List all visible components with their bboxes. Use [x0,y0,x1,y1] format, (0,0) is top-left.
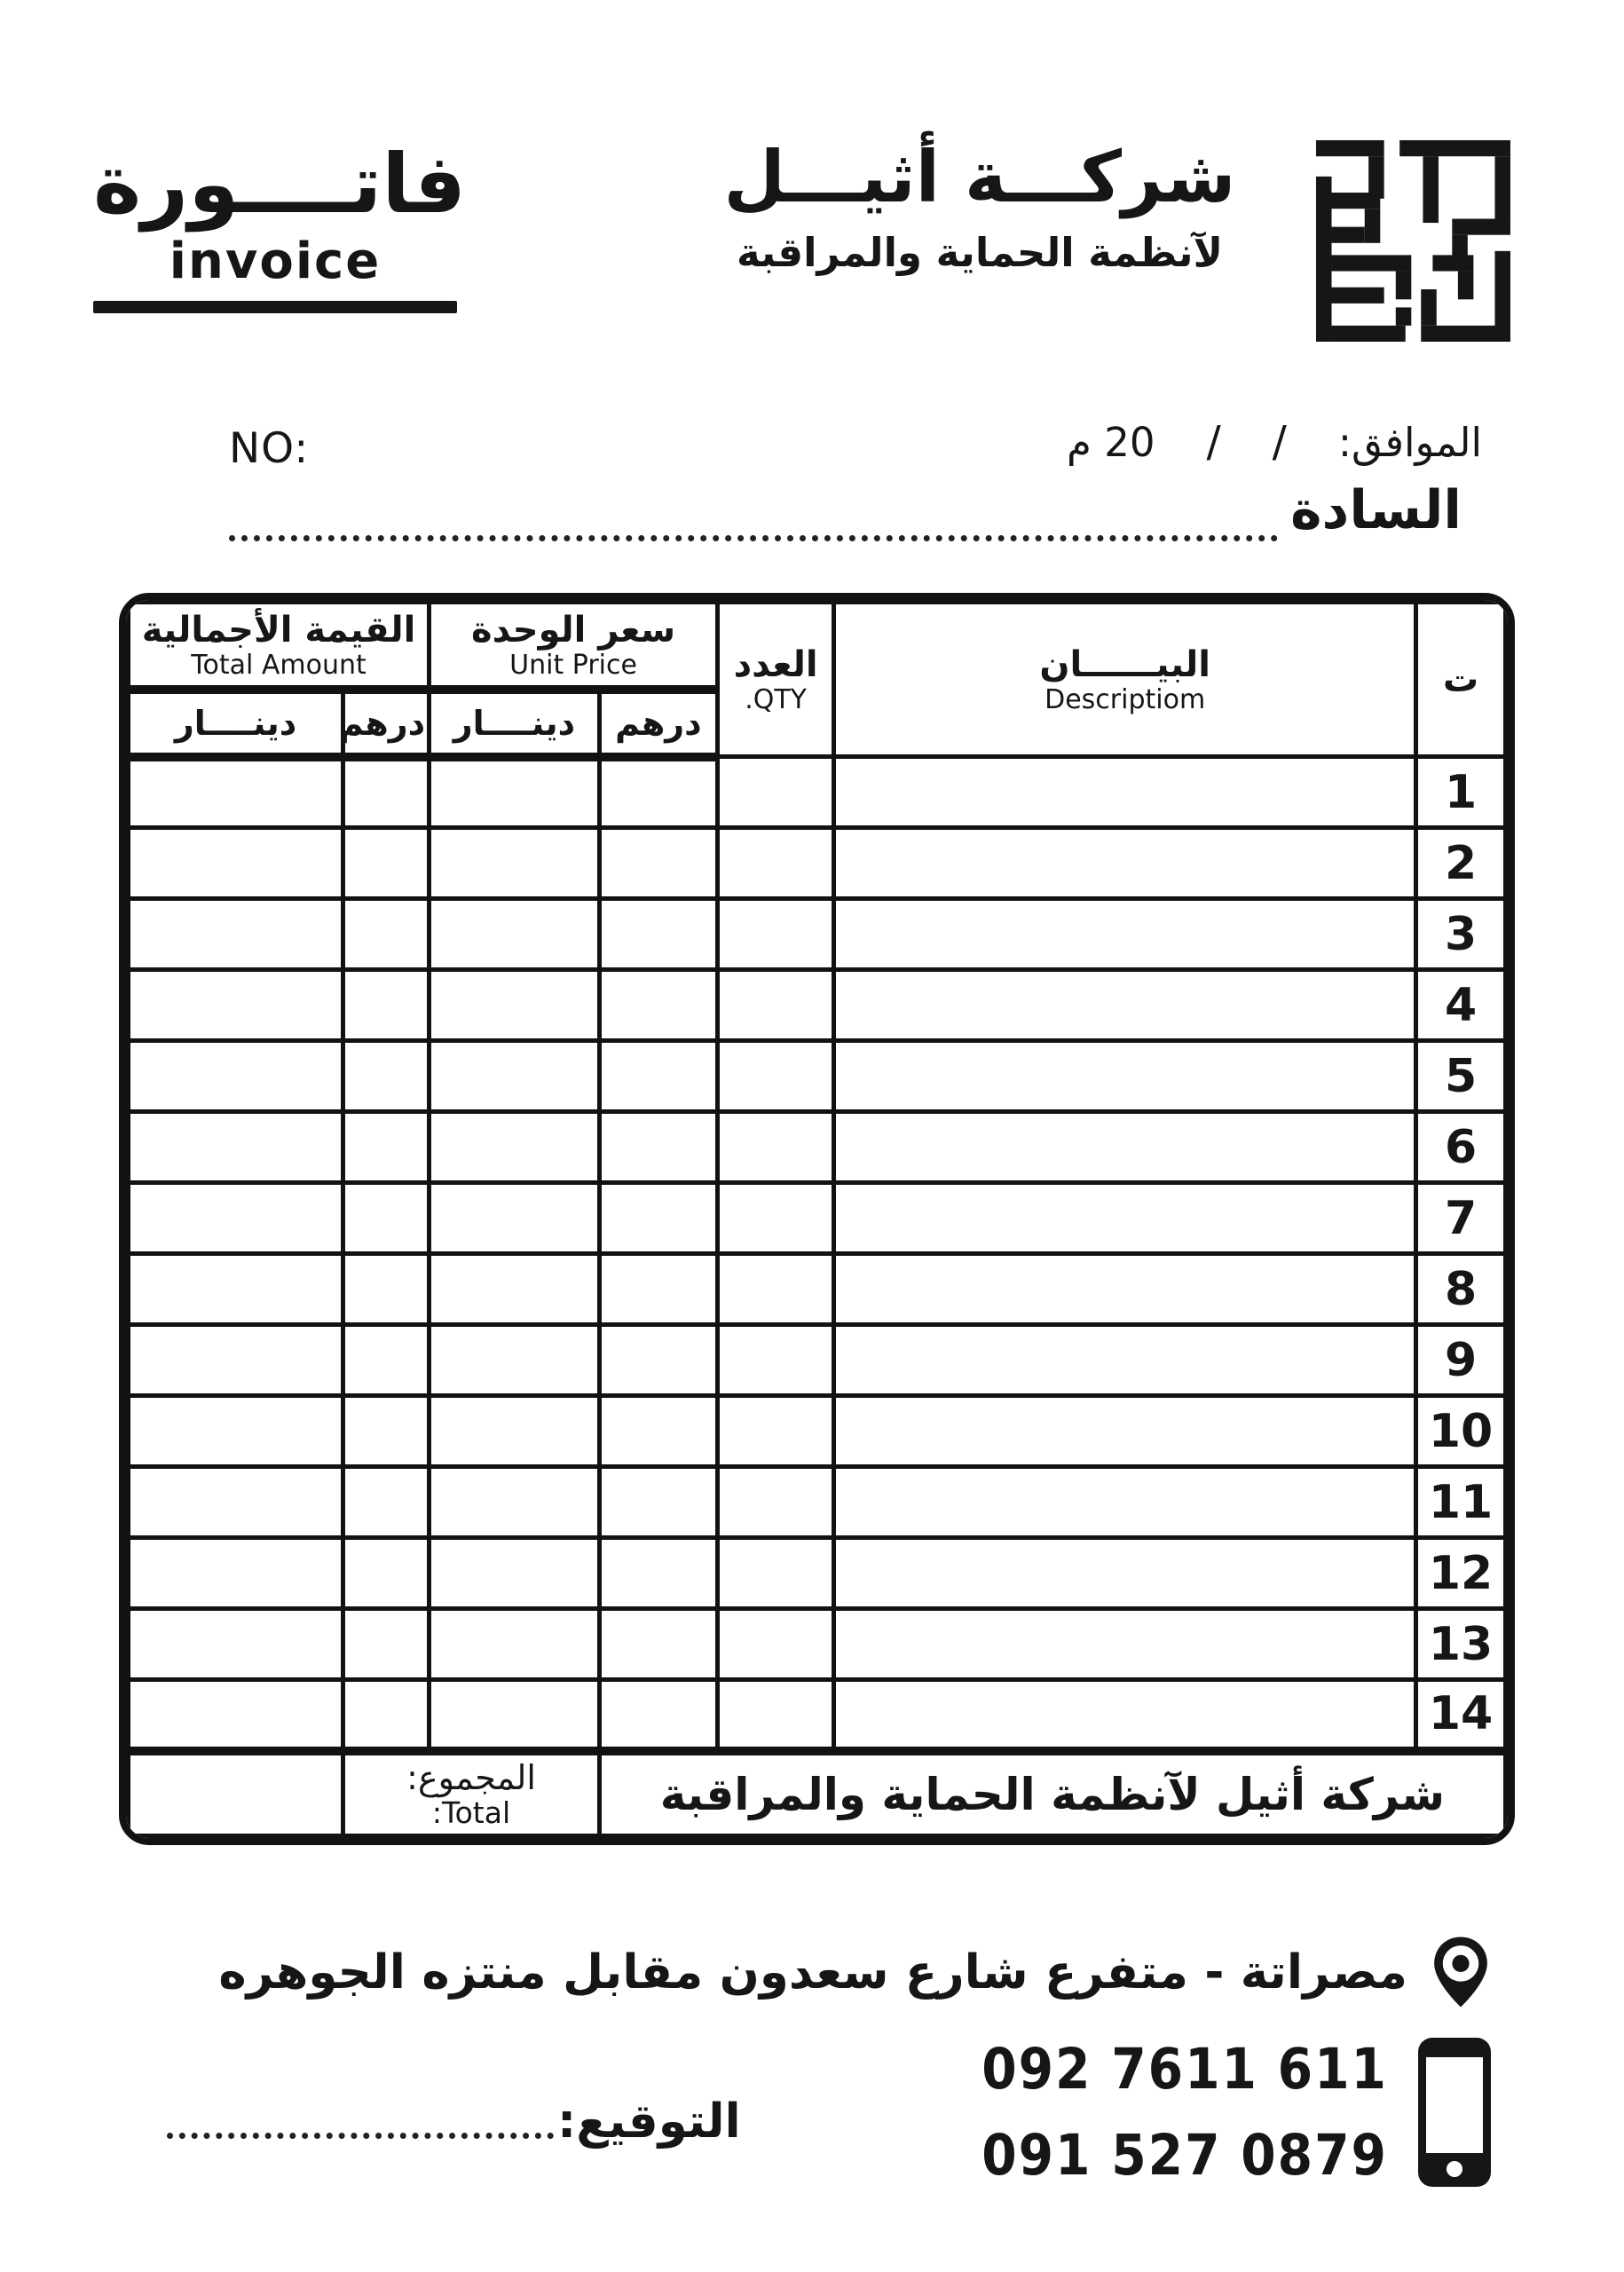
table-row [129,1325,1506,1396]
col-header-qty: العدد QTY. [718,603,834,757]
phone-number-1: 092 7611 611 [981,2037,1388,2102]
grand-total-cell[interactable] [129,1751,343,1836]
table-row [129,1609,1506,1680]
total-dirham-cell[interactable] [343,1680,430,1751]
total-dirham-cell[interactable] [343,1041,430,1112]
qty-cell[interactable] [718,1680,834,1751]
invoice-title-arabic: فاتــــورة [93,137,467,232]
description-cell[interactable] [834,828,1416,899]
total-dinar-cell[interactable] [129,899,343,970]
addressee-label: السادة [1290,479,1462,541]
table-row [129,1396,1506,1467]
table-row [129,1254,1506,1325]
unit-dirham-cell[interactable] [599,1112,717,1183]
unit-dirham-cell[interactable] [599,1467,717,1538]
date-slash: / [1272,417,1287,467]
total-dirham-cell[interactable] [343,1112,430,1183]
unit-dinar-cell[interactable] [430,1538,600,1609]
total-dirham-cell[interactable] [343,899,430,970]
description-cell[interactable] [834,1680,1416,1751]
row-number: 7 [1416,1183,1506,1254]
row-number: 2 [1416,828,1506,899]
description-cell[interactable] [834,899,1416,970]
col-header-unit-dirham: درهم [599,690,717,757]
description-cell[interactable] [834,757,1416,828]
description-cell[interactable] [834,1609,1416,1680]
unit-dinar-cell[interactable] [430,1325,600,1396]
total-dinar-cell[interactable] [129,1396,343,1467]
unit-dirham-cell[interactable] [599,757,717,828]
description-cell[interactable] [834,970,1416,1041]
unit-dinar-cell[interactable] [430,828,600,899]
total-dinar-cell[interactable] [129,1680,343,1751]
qty-cell[interactable] [718,899,834,970]
brand-text-block [665,131,1295,276]
address-row [218,1935,1489,2009]
table-row [129,1467,1506,1538]
row-number: 9 [1416,1325,1506,1396]
col-header-serial: ت [1416,603,1506,757]
title-underline-bar [93,301,457,313]
description-cell[interactable] [834,1112,1416,1183]
row-number: 6 [1416,1112,1506,1183]
qty-cell[interactable] [718,1112,834,1183]
qty-cell[interactable] [718,1538,834,1609]
total-dinar-cell[interactable] [129,970,343,1041]
row-number: 4 [1416,970,1506,1041]
row-number: 3 [1416,899,1506,970]
items-table [126,600,1508,1838]
smartphone-icon [1418,2038,1491,2187]
row-number: 12 [1416,1538,1506,1609]
unit-dirham-cell[interactable] [599,970,717,1041]
table-row [129,1183,1506,1254]
total-dinar-cell[interactable] [129,757,343,828]
unit-dinar-cell[interactable] [430,757,600,828]
qty-cell[interactable] [718,1325,834,1396]
total-dirham-cell[interactable] [343,1396,430,1467]
invoice-title-block [93,133,467,313]
description-cell[interactable] [834,1183,1416,1254]
square-kufic-logo-icon [1316,328,1510,345]
total-dirham-cell[interactable] [343,1609,430,1680]
total-dirham-cell[interactable] [343,1183,430,1254]
date-label: الموافق: [1337,418,1482,466]
unit-dinar-cell[interactable] [430,1467,600,1538]
col-header-unit-price: سعر الوحدة Unit Price [430,603,718,690]
total-dinar-cell[interactable] [129,1467,343,1538]
total-label-arabic: المجموع: [406,1757,536,1797]
table-row [129,828,1506,899]
addressee-dotted-line[interactable] [229,508,1278,541]
col-header-total-dirham: درهم [343,690,430,757]
table-row [129,1538,1506,1609]
total-dinar-cell[interactable] [129,1041,343,1112]
footer-company-line: شركة أثيل لآنظمة الحماية والمراقبة [599,1751,1505,1836]
total-dirham-cell[interactable] [343,1538,430,1609]
row-number: 11 [1416,1467,1506,1538]
unit-dinar-cell[interactable] [430,1396,600,1467]
unit-dirham-cell[interactable] [599,1609,717,1680]
total-dinar-cell[interactable] [129,1609,343,1680]
description-cell[interactable] [834,1325,1416,1396]
date-year: 20 م [1067,418,1155,466]
total-dirham-cell[interactable] [343,1254,430,1325]
unit-dirham-cell[interactable] [599,899,717,970]
description-cell[interactable] [834,1538,1416,1609]
total-label-english: Total: [431,1795,511,1830]
qty-cell[interactable] [718,1396,834,1467]
unit-dirham-cell[interactable] [599,1396,717,1467]
unit-dirham-cell[interactable] [599,1254,717,1325]
date-slash: / [1206,417,1221,467]
row-number: 8 [1416,1254,1506,1325]
total-dirham-cell[interactable] [343,1467,430,1538]
total-dinar-cell[interactable] [129,1254,343,1325]
signature-label: التوقيع: [557,2094,741,2149]
unit-dirham-cell[interactable] [599,1183,717,1254]
location-pin-icon [1432,1935,1489,2009]
row-number: 5 [1416,1041,1506,1112]
table-row [129,970,1506,1041]
invoice-number-label: NO: [229,424,310,473]
unit-dinar-cell[interactable] [430,1254,600,1325]
unit-dinar-cell[interactable] [430,970,600,1041]
qty-cell[interactable] [718,1254,834,1325]
total-dirham-cell[interactable] [343,970,430,1041]
unit-dinar-cell[interactable] [430,1609,600,1680]
table-row [129,1112,1506,1183]
table-row [129,1041,1506,1112]
company-logo [1316,140,1510,342]
description-cell[interactable] [834,1254,1416,1325]
phone-list [981,2037,1388,2188]
qty-cell[interactable] [718,970,834,1041]
total-dirham-cell[interactable] [343,828,430,899]
date-line [1067,417,1482,467]
total-dinar-cell[interactable] [129,1183,343,1254]
qty-cell[interactable] [718,1609,834,1680]
qty-cell[interactable] [718,1467,834,1538]
unit-dirham-cell[interactable] [599,1680,717,1751]
phones-block [981,2038,1491,2187]
unit-dinar-cell[interactable] [430,1041,600,1112]
signature-dotted-line[interactable] [167,2110,554,2139]
table-row [129,1680,1506,1751]
row-number: 14 [1416,1680,1506,1751]
row-number: 13 [1416,1609,1506,1680]
col-header-description: البيــــــان Descriptiom [834,603,1416,757]
table-row [129,899,1506,970]
col-header-unit-dinar: دينــــار [430,690,600,757]
total-dinar-cell[interactable] [129,1538,343,1609]
unit-dinar-cell[interactable] [430,899,600,970]
unit-dirham-cell[interactable] [599,828,717,899]
description-cell[interactable] [834,1467,1416,1538]
unit-dirham-cell[interactable] [599,1041,717,1112]
items-table-frame [119,593,1515,1845]
unit-dinar-cell[interactable] [430,1183,600,1254]
unit-dirham-cell[interactable] [599,1325,717,1396]
total-dinar-cell[interactable] [129,1112,343,1183]
qty-cell[interactable] [718,757,834,828]
total-dinar-cell[interactable] [129,828,343,899]
total-dinar-cell[interactable] [129,1325,343,1396]
company-name: شركـــة أثيـــل [723,136,1236,218]
total-label-cell [343,1751,600,1836]
total-dirham-cell[interactable] [343,757,430,828]
table-row [129,757,1506,828]
table-footer-row [129,1751,1506,1836]
description-cell[interactable] [834,1396,1416,1467]
total-dirham-cell[interactable] [343,1325,430,1396]
row-number: 1 [1416,757,1506,828]
row-number: 10 [1416,1396,1506,1467]
company-subtitle: لآنظمة الحماية والمراقبة [736,229,1224,276]
col-header-total-dinar: دينــــار [129,690,343,757]
unit-dirham-cell[interactable] [599,1538,717,1609]
unit-dinar-cell[interactable] [430,1112,600,1183]
phone-number-2: 091 527 0879 [981,2123,1388,2188]
company-address: مصراتة - متفرع شارع سعدون مقابل منتزه الجوهره [218,1945,1407,2000]
qty-cell[interactable] [718,1183,834,1254]
qty-cell[interactable] [718,828,834,899]
col-header-total-amount: القيمة الأجمالية Total Amount [129,603,430,690]
invoice-title-english: invoice [169,233,382,290]
qty-cell[interactable] [718,1041,834,1112]
description-cell[interactable] [834,1041,1416,1112]
unit-dinar-cell[interactable] [430,1680,600,1751]
